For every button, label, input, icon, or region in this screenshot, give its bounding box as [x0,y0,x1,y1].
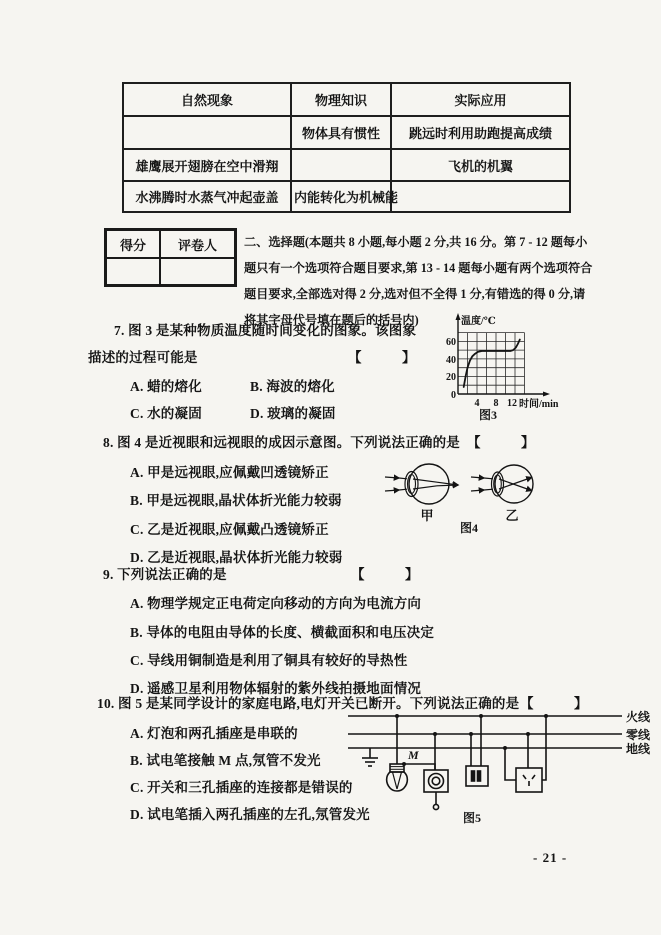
fig3-xtick: 4 [474,398,480,409]
figure4-eye-diagrams [383,450,563,535]
q8-option-a: A. 甲是远视眼,应佩戴凹透镜矫正 [130,465,329,480]
q10-option-a: A. 灯泡和两孔插座是串联的 [130,726,298,741]
score-value-empty [106,258,160,285]
table-cell: 跳远时利用助跑提高成绩 [391,116,570,149]
three-hole-socket-symbol [516,768,542,792]
grader-value-empty [160,258,235,285]
fig3-heating-curve [464,340,520,387]
ground-symbol-icon [362,748,378,766]
score-label: 得分 [106,230,160,258]
section-line: 题只有一个选项符合题目要求,第 13 - 14 题每小题有两个选项符合 [244,261,593,275]
fig4-left-eye-label: 甲 [420,508,434,523]
q8-stem: 8. 图 4 是近视眼和远视眼的成因示意图。下列说法正确的是 [103,435,460,450]
q9-stem: 9. 下列说法正确的是 [103,567,227,582]
q7-stem-line1: 7. 图 3 是某种物质温度随时间变化的图象。该图象 [114,323,417,338]
m-to-switch-wire [404,764,435,770]
q10-stem: 10. 图 5 是某同学设计的家庭电路,电灯开关已断开。下列说法正确的是 [97,696,520,711]
score-box [104,228,237,287]
q8-option-d: D. 乙是近视眼,晶状体折光能力较弱 [130,550,343,565]
fig3-ytick: 60 [446,337,456,348]
table-cell [391,181,570,212]
neutral-wire-label: 零线 [626,728,651,742]
fig3-grid [458,333,525,394]
q9-answer-bracket: 【 】 [351,567,419,582]
table-cell: 物体具有惯性 [291,116,391,149]
figure3-temperature-graph [446,310,568,422]
figure5-household-circuit [340,700,661,828]
fig3-x-axis-arrow-icon [543,392,550,397]
section-line: 将其字母代号填在题后的括号内) [244,313,419,327]
q7-option-a: A. 蜡的熔化 [130,379,202,394]
earth-wire-label: 地线 [626,742,651,756]
q8-answer-bracket: 【 】 [467,435,535,450]
fig3-ytick: 40 [446,355,456,366]
q8-option-c: C. 乙是近视眼,应佩戴凸透镜矫正 [130,522,329,537]
q7-answer-bracket: 【 】 [348,350,416,365]
three-hole-earth-wire [505,748,516,780]
fig3-ytick: 0 [451,390,456,401]
q9-option-c: C. 导线用铜制造是利用了铜具有较好的导热性 [130,653,408,668]
point-m-label: M [408,748,419,762]
fig3-xtick: 12 [507,398,517,409]
fig3-x-axis-label: 时间/min [519,399,559,410]
q10-answer-bracket: 【 】 [520,696,588,711]
table-cell: 雄鹰展开翅膀在空中滑翔 [123,149,291,181]
bulb-symbol [387,764,408,791]
fig3-ytick: 20 [446,372,456,383]
knowledge-table [122,82,571,213]
section-line: 二、选择题(本题共 8 小题,每小题 2 分,共 16 分。第 7 - 12 题每小 [244,235,588,249]
fig3-y-axis-arrow-icon [456,313,461,320]
q9-option-d: D. 遥感卫星利用物体辐射的紫外线拍摄地面情况 [130,681,422,696]
section-line: 题目要求,全部选对得 2 分,选对但不全得 1 分,有错选的得 0 分,请 [244,287,586,301]
table-cell [123,116,291,149]
q8-option-b: B. 甲是远视眼,晶状体折光能力较弱 [130,493,342,508]
two-hole-socket-symbol [466,766,488,786]
q9-option-a: A. 物理学规定正电荷定向移动的方向为电流方向 [130,596,422,611]
live-wire-label: 火线 [626,710,651,724]
page-number: - 21 - [533,850,568,865]
q10-option-d: D. 试电笔插入两孔插座的左孔,氖管发光 [130,807,370,822]
pull-switch-symbol [424,770,448,810]
q7-option-d: D. 玻璃的凝固 [250,406,336,421]
table-cell: 内能转化为机械能 [291,181,391,212]
table-header-physics-knowledge: 物理知识 [291,83,391,116]
q10-option-b: B. 试电笔接触 M 点,氖管不发光 [130,753,321,768]
fig4-right-eye-label: 乙 [505,508,519,523]
table-cell [291,149,391,181]
q9-option-b: B. 导体的电阻由导体的长度、横截面积和电压决定 [130,625,435,640]
fig3-y-axis-label: 温度/℃ [461,316,496,327]
nearsighted-eye-diagram [471,465,533,503]
fig3-caption: 图3 [478,408,498,422]
q7-option-b: B. 海波的熔化 [250,379,335,394]
table-cell: 飞机的机翼 [391,149,570,181]
fig5-caption: 图5 [462,811,482,825]
table-cell: 水沸腾时水蒸气冲起壶盖 [123,181,291,212]
table-header-natural-phenomenon: 自然现象 [123,83,291,116]
q10-option-c: C. 开关和三孔插座的连接都是错误的 [130,780,353,795]
q7-stem-line2: 描述的过程可能是 [88,350,198,365]
fig4-caption: 图4 [459,521,479,535]
q7-option-c: C. 水的凝固 [130,406,202,421]
farsighted-eye-diagram [385,464,458,504]
table-header-practical-application: 实际应用 [391,83,570,116]
grader-label: 评卷人 [160,230,235,258]
fig3-xtick: 8 [493,398,499,409]
